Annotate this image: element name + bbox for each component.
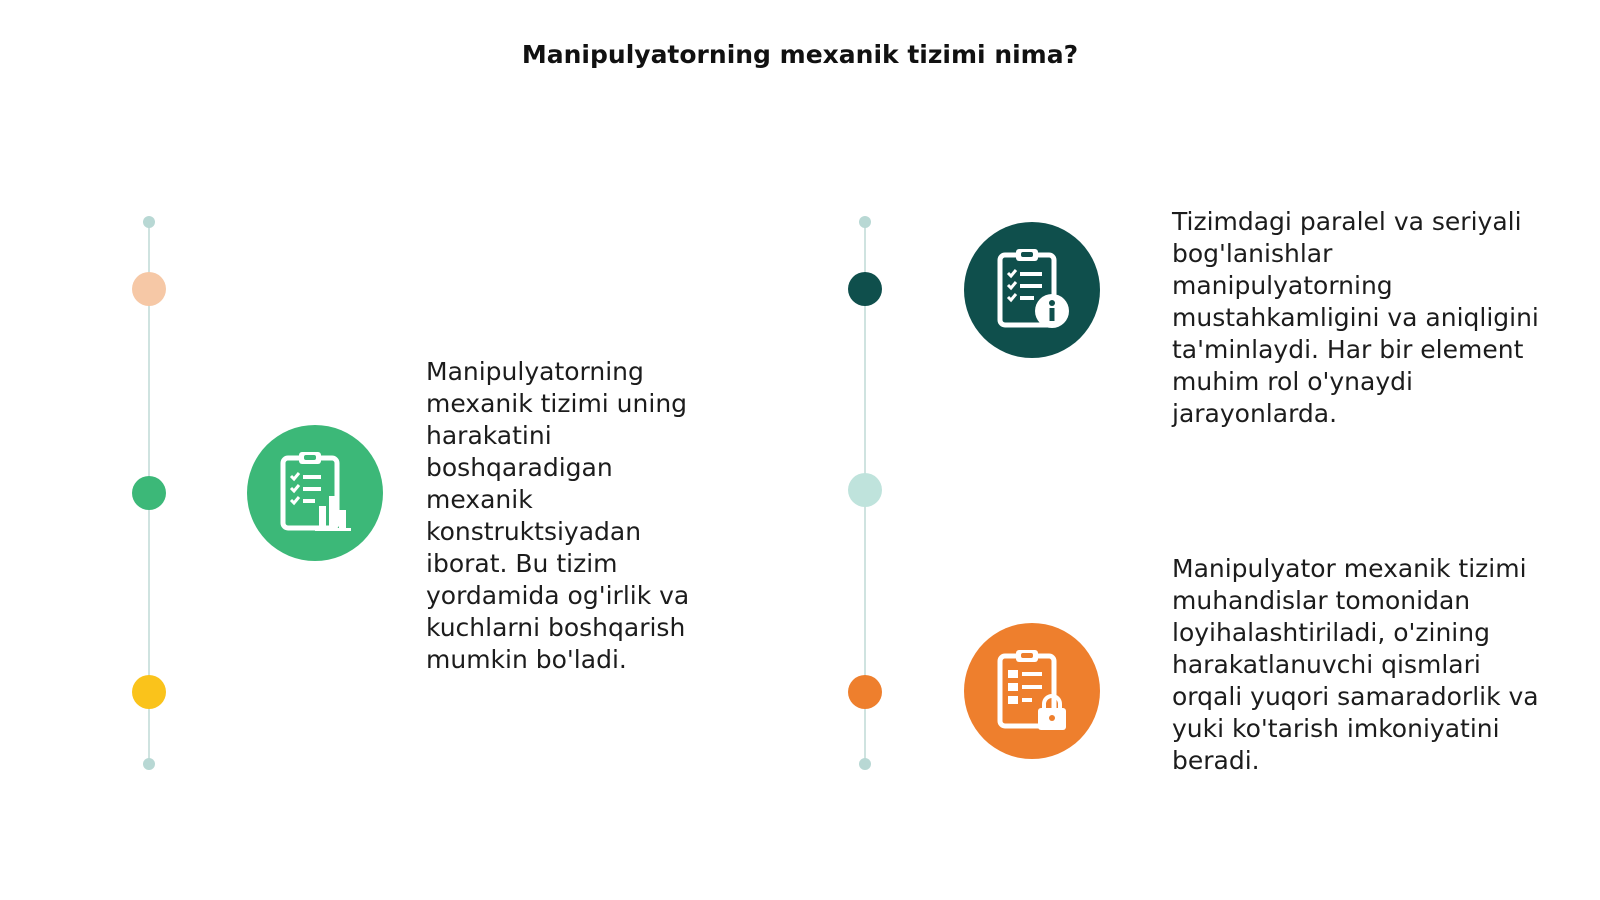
clipboard-lock-icon [994,648,1070,734]
timeline-end-cap [859,758,871,770]
timeline-dot-mint [848,473,882,507]
item-text: Manipulyatorning mexanik tizimi uning harakatini boshqaradigan mexanik konstruktsiyadan iborat. Bu tizim yordamida og'irlik va kuchlarni boshqarish mumkin bo'ladi. [426,357,690,674]
clipboard-chart-icon [277,450,353,536]
item-text: Manipulyator mexanik tizimi muhandislar tomonidan loyihalashtiriladi, o'zining harakatlanuvchi qismlari orqali yuqori samaradorlik va yuki ko'tarish imkoniyatini beradi. [1172,554,1539,775]
timeline-end-cap [143,758,155,770]
timeline-dot-peach [132,272,166,306]
timeline-dot-yellow [132,675,166,709]
timeline-dot-orange [848,675,882,709]
item-icon-circle [964,623,1100,759]
timeline-start-cap [859,216,871,228]
clipboard-info-icon [994,247,1070,333]
timeline-dot-dark-teal [848,272,882,306]
item-icon-circle [247,425,383,561]
item-icon-circle [964,222,1100,358]
timeline-start-cap [143,216,155,228]
item-text: Tizimdagi paralel va seriyali bog'lanishlar manipulyatorning mustahkamligini va aniqligini ta'minlaydi. Har bir element muhim rol o'ynaydi jarayonlarda. [1172,207,1539,428]
timeline-dot-green [132,476,166,510]
page-title: Manipulyatorning mexanik tizimi nima? [521,40,1079,69]
